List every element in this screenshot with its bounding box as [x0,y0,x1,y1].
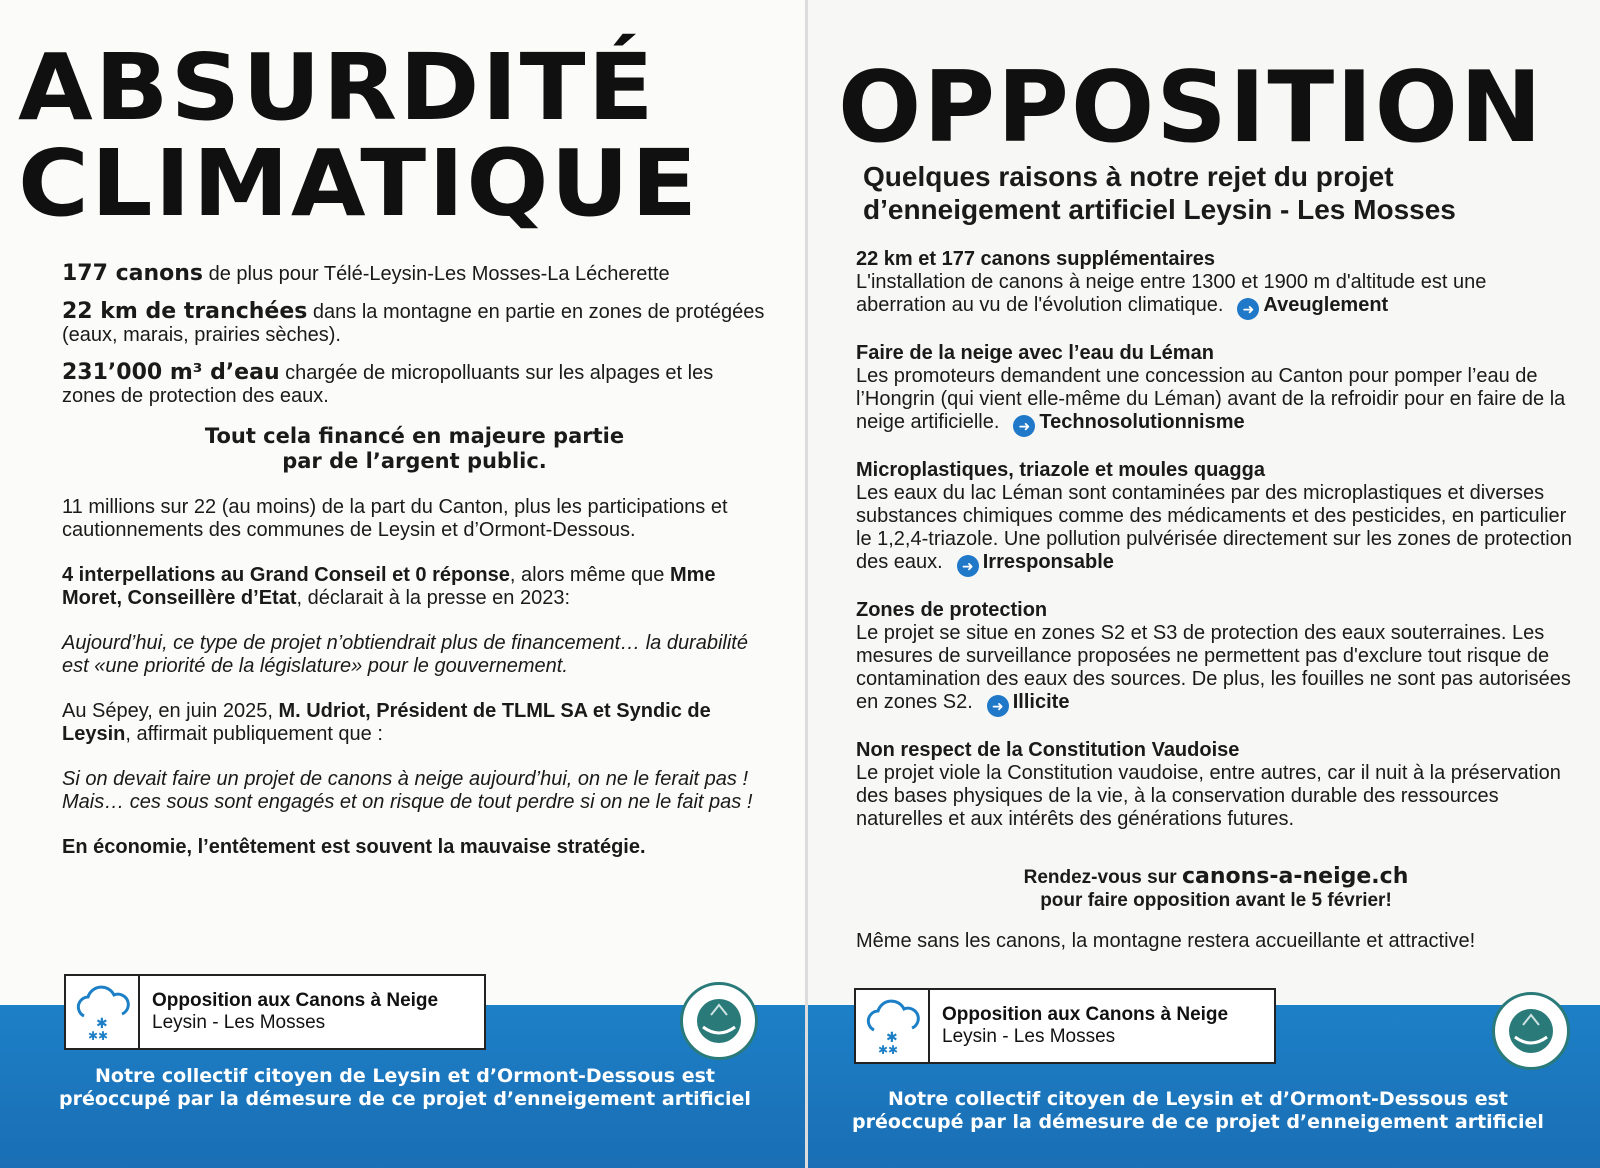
objectif-climat-badge-icon [1492,992,1570,1070]
arrow-right-icon: ➜ [1237,298,1259,320]
funded-line2: par de l’argent public. [282,449,547,473]
svg-text:✱✱: ✱✱ [88,1029,109,1043]
right-page [808,0,1600,1168]
fact-eau-text: chargée de micropolluants sur les alpages et les zones de protection des eaux. [62,362,714,407]
reason-title: Zones de protection [856,599,1048,621]
fact-eau-bold: 231’000 m³ d’eau [62,360,280,385]
financing-text: 11 millions sur 22 (au moins) de la part du Canton, plus les participations et cautionnements des communes de Leysin et d’Ormont-Dessous. [62,496,728,541]
reason-tag: Technosolutionnisme [1039,411,1245,433]
logo-line2: Leysin - Les Mosses [942,1026,1116,1047]
funded-heading [62,424,767,474]
reason-body [856,482,1576,577]
left-title [18,34,700,237]
left-logo-box [64,974,486,1050]
left-band-text: Notre collectif citoyen de Leysin et d’Ormont-Dessous est préoccupé par la démesure de ce projet d’enneigement artificiel [59,1065,751,1110]
reason-title: Microplastiques, triazole et moules quagga [856,459,1265,481]
reason-tag: Irresponsable [982,551,1114,573]
conclusion-text: En économie, l’entêtement est souvent la mauvaise stratégie. [62,836,646,858]
left-title-line2: CLIMATIQUE [18,130,700,237]
fact-tranchees [62,300,767,347]
svg-text:✱✱: ✱✱ [878,1043,899,1057]
fact-canons-text: de plus pour Télé-Leysin-Les Mosses-La Lécherette [203,263,670,285]
right-subtitle: Quelques raisons à notre rejet du projet d’enneigement artificiel Leysin - Les Mosses [863,161,1456,225]
objectif-climat-badge-icon [680,982,758,1060]
reason-body: Le projet viole la Constitution vaudoise, entre autres, car il nuit à la préservation des bases physiques de la vie, à la conservation durable des ressources naturelles et aux intérêts des générations futures. [856,762,1561,830]
arrow-right-icon: ➜ [957,555,979,577]
interpellations-text [62,564,767,610]
reason-body [856,365,1576,437]
reason-tag: Illicite [1012,691,1070,713]
snow-cloud-icon [66,976,140,1048]
svg-text:✱: ✱ [96,1016,108,1032]
reason-text: Les promoteurs demandent une concession au Canton pour pomper l’eau de l’Hongrin (qui vient elle-même du Léman) avant de la refroidir pour en faire de la neige artificielle. [856,365,1566,433]
quote-udriot: Si on devait faire un projet de canons à neige aujourd’hui, on ne le ferait pas ! Mais… ces sous sont engagés et on risque de tout perdre si on ne le fait pas ! [62,768,753,813]
reason-title: Non respect de la Constitution Vaudoise [856,739,1240,761]
left-column [62,262,767,873]
fact-canons-bold: 177 canons [62,261,204,286]
reason-text: Les eaux du lac Léman sont contaminées par des microplastiques et diverses substances chimiques comme des médicaments et des pesticides, en particulier le 1,2,4-triazole. Une pollution pulvérisée directement sur les zones de protection des eaux. [856,482,1572,573]
left-title-line1: ABSURDITÉ [18,34,656,141]
reason-title: Faire de la neige avec l’eau du Léman [856,342,1214,364]
interpellations-text1: , alors même que [509,564,670,586]
reason-body [856,622,1576,717]
cta-line2: pour faire opposition avant le 5 février! [1040,890,1392,911]
udriot-text2: , affirmait publiquement que : [125,723,383,745]
cta-url-link[interactable]: canons-a-neige.ch [1181,864,1409,889]
moret-bold: Mme Moret, Conseillère d’Etat [62,564,716,609]
left-logo-text [140,990,438,1034]
reason-section [856,248,1576,320]
reason-title: 22 km et 177 canons supplémentaires [856,248,1216,270]
funded-line1: Tout cela financé en majeure partie [204,424,625,448]
interpellations-bold: 4 interpellations au Grand Conseil et 0 réponse [62,564,510,586]
right-band-text: Notre collectif citoyen de Leysin et d’Ormont-Dessous est préoccupé par la démesure de ce projet d’enneigement artificiel [852,1088,1544,1133]
reason-section [856,342,1576,437]
udriot-text1: Au Sépey, en juin 2025, [62,700,279,722]
logo-line1: Opposition aux Canons à Neige [152,990,439,1011]
reason-section [856,739,1576,831]
snow-cloud-icon [856,990,930,1062]
udriot-text [62,700,767,746]
arrow-right-icon: ➜ [1013,415,1035,437]
reason-body [856,271,1576,320]
fact-eau [62,361,767,408]
reason-section [856,599,1576,717]
cta-prefix: Rendez-vous sur [1023,867,1182,888]
fact-canons [62,262,767,286]
reason-text: L'installation de canons à neige entre 1300 et 1900 m d'altitude est une aberration au vu de l'évolution climatique. [856,271,1487,316]
reason-tag: Aveuglement [1263,294,1389,316]
right-column [856,248,1576,967]
reason-text: Le projet se situe en zones S2 et S3 de protection des eaux souterraines. Les mesures de surveillance proposées ne permettent pas d'exclure tout risque de contamination des eaux des sources. De plus, les fouilles ne sont pas autorisées en zones S2. [856,622,1571,713]
reason-section [856,459,1576,577]
arrow-right-icon: ➜ [987,695,1009,717]
logo-line2: Leysin - Les Mosses [152,1012,326,1033]
svg-text:✱: ✱ [886,1030,898,1046]
quote-moret: Aujourd’hui, ce type de projet n’obtiendrait plus de financement… la durabilité est «une priorité de la législature» pour le gouvernement. [62,632,748,677]
udriot-bold: M. Udriot, Président de TLML SA et Syndic de Leysin [62,700,711,745]
fact-tranchees-bold: 22 km de tranchées [62,299,308,324]
right-logo-text [930,1004,1228,1048]
fact-tranchees-text: dans la montagne en partie en zones de protégées (eaux, marais, prairies sèches). [62,301,765,346]
right-title: OPPOSITION [838,51,1544,165]
logo-line1: Opposition aux Canons à Neige [942,1004,1229,1025]
closing-text: Même sans les canons, la montagne restera accueillante et attractive! [856,930,1476,952]
right-logo-box [854,988,1276,1064]
interpellations-text2: , déclarait à la presse en 2023: [296,587,571,609]
call-to-action [856,865,1576,912]
